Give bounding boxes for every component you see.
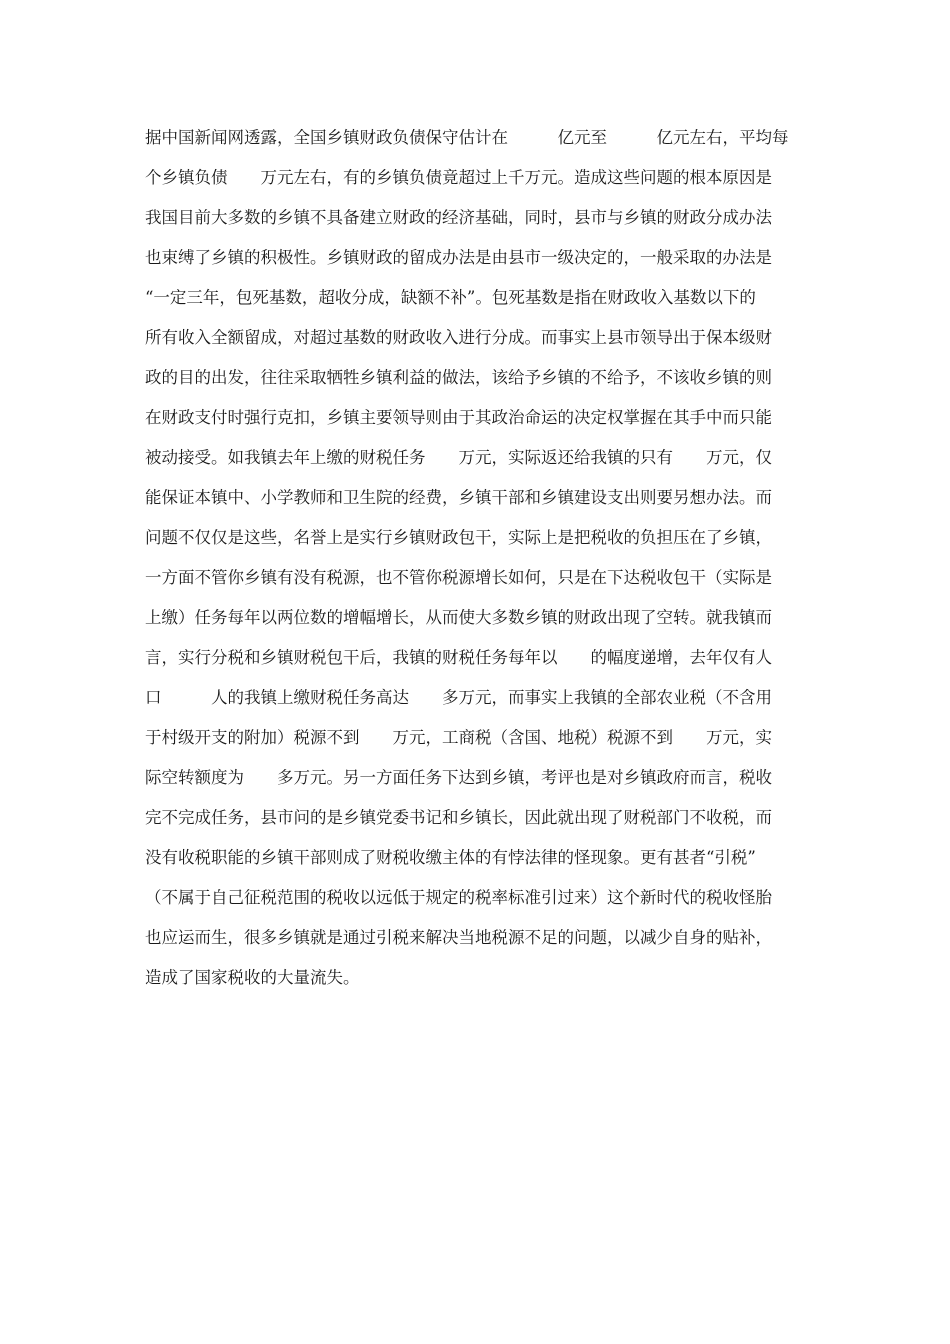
text-line: 也应运而生，很多乡镇就是通过引税来解决当地税源不足的问题，以减少自身的贴补， [145, 928, 772, 947]
text-line: 在财政支付时强行克扣，乡镇主要领导则由于其政治命运的决定权掌握在其手中而只能 [145, 408, 772, 427]
text-line: 政的目的出发，往往采取牺牲乡镇利益的做法，该给予乡镇的不给予，不该收乡镇的则 [145, 368, 772, 387]
text-line: 问题不仅仅是这些，名誉上是实行乡镇财政包干，实际上是把税收的负担压在了乡镇， [145, 528, 772, 547]
text-line: 际空转额度为 多万元。另一方面任务下达到乡镇，考评也是对乡镇政府而言，税收 [145, 768, 772, 787]
text-line: 于村级开支的附加）税源不到 万元，工商税（含国、地税）税源不到 万元，实 [145, 728, 772, 747]
text-line: 没有收税职能的乡镇干部则成了财税收缴主体的有悖法律的怪现象。更有甚者“引税” [145, 848, 756, 867]
text-line: 口 人的我镇上缴财税任务高达 多万元，而事实上我镇的全部农业税（不含用 [145, 688, 772, 707]
text-line: 所有收入全额留成，对超过基数的财政收入进行分成。而事实上县市领导出于保本级财 [145, 328, 772, 347]
text-line: 完不完成任务，县市问的是乡镇党委书记和乡镇长，因此就出现了财税部门不收税，而 [145, 808, 772, 827]
text-line: 据中国新闻网透露，全国乡镇财政负债保守估计在 亿元至 亿元左右，平均每 [145, 128, 789, 147]
body-paragraph [145, 125, 810, 1005]
text-line: “一定三年，包死基数，超收分成，缺额不补”。包死基数是指在财政收入基数以下的 [145, 288, 756, 307]
text-line: 言，实行分税和乡镇财税包干后，我镇的财税任务每年以 的幅度递增，去年仅有人 [145, 648, 772, 667]
text-line: 上缴）任务每年以两位数的增幅增长，从而使大多数乡镇的财政出现了空转。就我镇而 [145, 608, 772, 627]
text-line: 能保证本镇中、小学教师和卫生院的经费，乡镇干部和乡镇建设支出则要另想办法。而 [145, 488, 772, 507]
text-line: 个乡镇负债 万元左右，有的乡镇负债竟超过上千万元。造成这些问题的根本原因是 [145, 168, 772, 187]
text-line: 也束缚了乡镇的积极性。乡镇财政的留成办法是由县市一级决定的，一般采取的办法是 [145, 248, 772, 267]
text-line: 被动接受。如我镇去年上缴的财税任务 万元，实际返还给我镇的只有 万元，仅 [145, 448, 772, 467]
text-line: 造成了国家税收的大量流失。 [145, 968, 360, 987]
text-line: （不属于自己征税范围的税收以远低于规定的税率标准引过来）这个新时代的税收怪胎 [145, 888, 772, 907]
text-line: 一方面不管你乡镇有没有税源，也不管你税源增长如何，只是在下达税收包干（实际是 [145, 568, 772, 587]
text-line: 我国目前大多数的乡镇不具备建立财政的经济基础，同时，县市与乡镇的财政分成办法 [145, 208, 772, 227]
